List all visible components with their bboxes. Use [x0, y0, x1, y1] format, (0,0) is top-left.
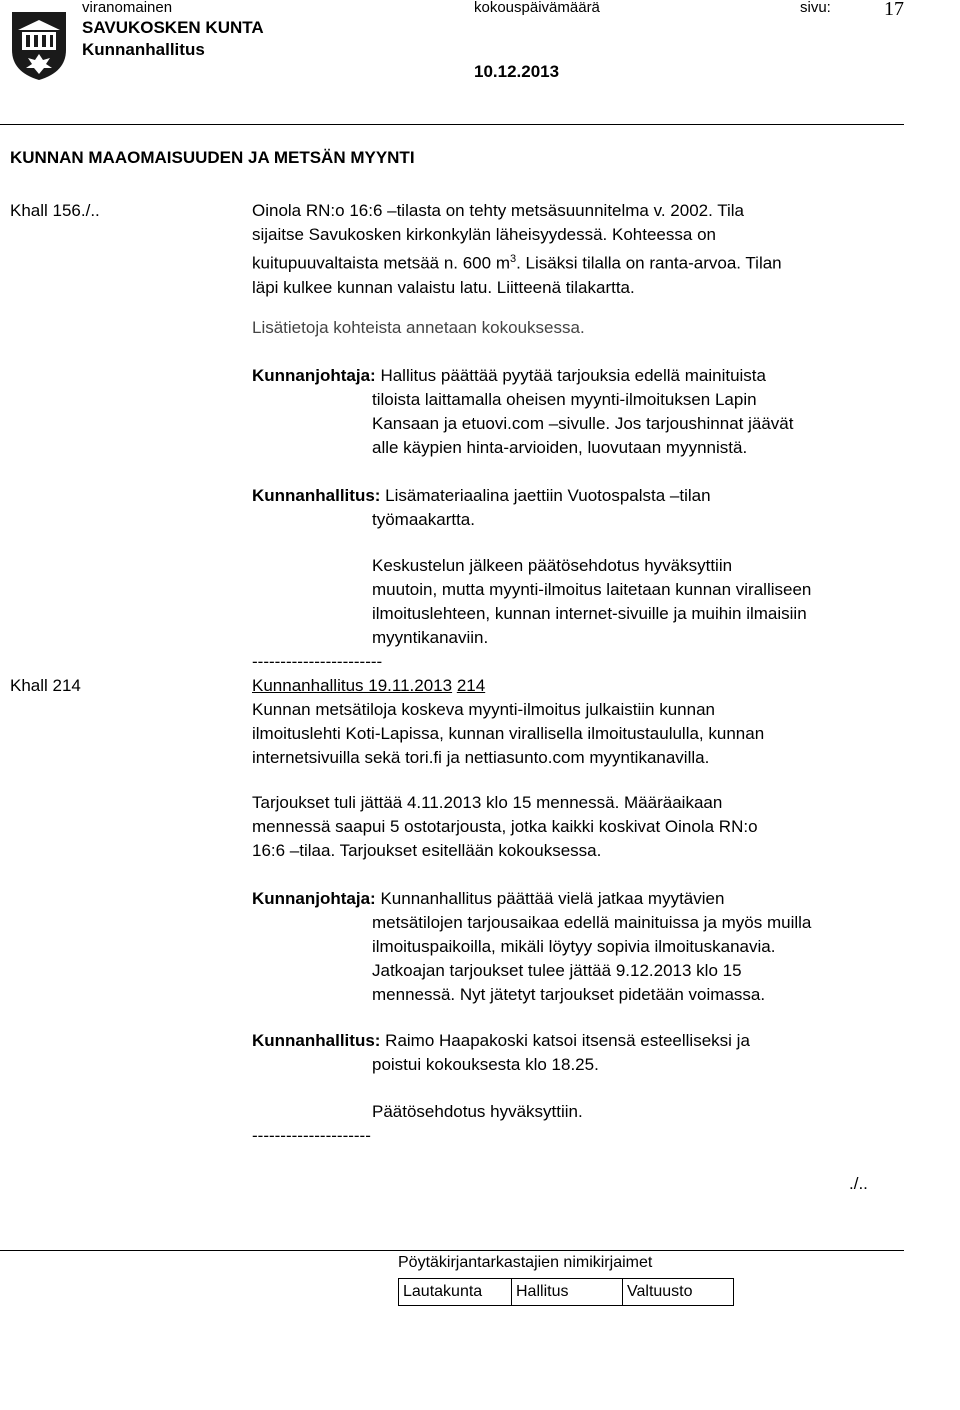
governing-body: Kunnanhallitus — [82, 40, 205, 59]
initials-cell-valtuusto: Valtuusto — [623, 1279, 734, 1306]
initials-table — [398, 1278, 734, 1306]
part2-director-proposal: Kunnanjohtaja: Kunnanhallitus päättää vielä jatkaa myytävien metsätilojen tarjousaikaa edellä mainituissa ja myös muilla ilmoituspaikoilla, mikäli löytyy sopivia ilmoituskanavia. Jatkoajan tarjoukset tulee jättää 9.12.2013 klo 15 mennessä. Nyt jätetyt tarjoukset pidetään voimassa. — [252, 889, 812, 1004]
footer-title: Pöytäkirjantarkastajien nimikirjaimet — [398, 1254, 653, 1271]
initials-cell-hallitus: Hallitus — [512, 1279, 623, 1306]
page-number: 17 — [884, 0, 904, 20]
footer-divider — [0, 1250, 904, 1251]
part1-paragraph-1: Oinola RN:o 16:6 –tilasta on tehty metsäsuunnitelma v. 2002. Tila sijaitse Savukosken kirkonkylän läheisyydessä. Kohteessa on kuitupuuvaltaista metsää n. 600 $m^3$. Lisäksi tilalla on ranta-arvoa. Tilan läpi kulkee kunnan valaistu latu. Liitteenä tilakartta. — [252, 201, 782, 297]
part2-decision: Päätösehdotus hyväksyttiin. — [372, 1102, 583, 1121]
header-meeting-date-label: kokouspäivämäärä — [474, 0, 600, 16]
municipality-crest-icon — [10, 10, 68, 82]
part1-board-note: Kunnanhallitus: Lisämateriaalina jaettiin Vuotospalsta –tilan työmaakartta. — [252, 486, 711, 529]
initials-cell-lautakunta: Lautakunta — [399, 1279, 512, 1306]
part1-director-proposal: Kunnanjohtaja: Hallitus päättää pyytää tarjouksia edellä mainituista tiloista laittamalla oheisen myynti-ilmoituksen Lapin Kansaan ja etuovi.com –sivulle. Jos tarjoushinnat jäävät alle käypien hinta-arvioiden, luovutaan myynnistä. — [252, 366, 794, 457]
part1-decision: Keskustelun jälkeen päätösehdotus hyväksyttiin muutoin, mutta myynti-ilmoitus laitetaan kunnan viralliseen ilmoituslehteen, kunnan internet-sivuille ja muihin ilmaisiin myyntikanaviin. — [372, 556, 812, 647]
header-divider — [0, 124, 904, 125]
part2-paragraph-2: Tarjoukset tuli jättää 4.11.2013 klo 15 mennessä. Määräaikaan mennessä saapui 5 ostotarjousta, jotka kaikki koskivat Oinola RN:o 16:6 –tilaa. Tarjoukset esitellään kokouksessa. — [252, 793, 758, 860]
meeting-date: 10.12.2013 — [474, 62, 560, 81]
part1-paragraph-2: Lisätietoja kohteista annetaan kokouksessa. — [252, 318, 585, 337]
case-reference: Khall 156./.. — [10, 201, 100, 220]
case-reference-2: Khall 214 — [10, 676, 81, 695]
part1-separator: ----------------------- — [252, 652, 383, 671]
part2-paragraph-1: Kunnan metsätiloja koskeva myynti-ilmoitus julkaistiin kunnan ilmoituslehti Koti-Lapissa, kunnan virallisella ilmoitustaululla, kunnan internetsivuilla sekä tori.fi ja nettiasunto.com myyntikanavilla. — [252, 700, 765, 767]
continues-marker: ./.. — [849, 1174, 868, 1193]
part2-board-note: Kunnanhallitus: Raimo Haapakoski katsoi itsensä esteelliseksi ja poistui kokouksesta klo 18.25. — [252, 1031, 750, 1074]
part2-separator: --------------------- — [252, 1126, 371, 1145]
header-page-label: sivu: — [800, 0, 831, 16]
part2-heading: Kunnanhallitus 19.11.2013 214 — [252, 676, 486, 695]
municipality-name: SAVUKOSKEN KUNTA — [82, 18, 264, 37]
header-authority-label: viranomainen — [82, 0, 173, 16]
section-title: KUNNAN MAAOMAISUUDEN JA METSÄN MYYNTI — [10, 148, 415, 167]
